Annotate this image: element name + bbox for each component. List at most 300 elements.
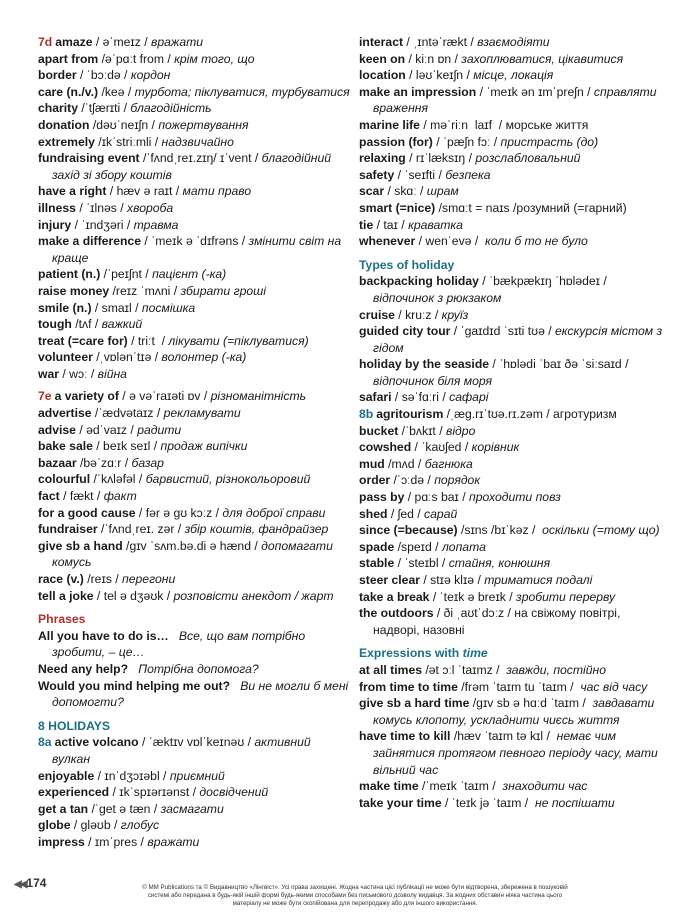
translation: надзвичайно <box>161 134 234 149</box>
headword: colourful <box>38 472 91 487</box>
translation: морське життя <box>505 117 589 132</box>
headword: have time to kill <box>359 729 451 744</box>
vocab-entry <box>359 605 664 638</box>
translation: турбота; піклуватися, турбуватися <box>134 84 350 99</box>
translation: перегони <box>122 572 176 586</box>
translation: багнюка <box>424 456 473 471</box>
headword: tie <box>359 217 374 232</box>
vocab-entry <box>359 307 664 324</box>
translation: мати право <box>182 184 252 199</box>
translation: місце, локація <box>473 68 554 83</box>
transcription: /ˈpeɪʃnt / <box>100 267 153 282</box>
vocab-entry <box>38 438 350 455</box>
vocab-entry <box>38 784 350 801</box>
headword: advise <box>38 422 76 437</box>
headword: relaxing <box>359 151 406 166</box>
transcription: /ˈædvətaɪz / <box>91 406 164 421</box>
section-tag: 8b <box>359 407 374 422</box>
translation: не поспішати <box>534 795 615 810</box>
translation: барвистий, різнокольоровий <box>145 472 311 487</box>
translation: продаж випічки <box>160 439 248 454</box>
vocab-entry <box>359 423 664 440</box>
transcription: / gləʊb / <box>70 818 121 833</box>
vocab-entry <box>38 538 350 571</box>
transcription: / wenˈevə / <box>415 234 486 249</box>
translation: благодійність <box>130 101 212 116</box>
transcription: / kiːn ɒn / <box>405 51 462 66</box>
vocab-entry <box>38 488 350 505</box>
headword: bucket <box>359 423 399 438</box>
headword: whenever <box>359 234 416 249</box>
translation: проходити повз <box>469 490 561 505</box>
headword: take a break <box>359 589 430 604</box>
vocab-entry <box>359 555 664 572</box>
headword: active volcano <box>54 735 139 750</box>
vocab-entry <box>38 333 350 350</box>
transcription: / ʃed / <box>387 506 425 521</box>
headword: make a difference <box>38 234 141 249</box>
transcription: /əˈpɑːt from / <box>98 51 175 66</box>
transcription: / tel ə dʒəʊk / <box>93 588 174 603</box>
vocab-entry <box>359 589 664 606</box>
translation: коли б то не було <box>485 234 588 249</box>
vocab-entry <box>359 489 664 506</box>
translation: вражати <box>151 35 204 49</box>
headword: border <box>38 68 77 83</box>
headword: war <box>38 366 60 381</box>
transcription: /smɑːt = naɪs / <box>435 200 517 215</box>
vocab-entry <box>359 34 664 51</box>
headword: get a tan <box>38 801 89 816</box>
headword: pass by <box>359 490 405 505</box>
transcription: /ˌvɒlənˈtɪə / <box>92 350 162 365</box>
headword: from time to time <box>359 679 458 694</box>
headword: at all times <box>359 662 422 677</box>
transcription: / ədˈvaɪz / <box>75 422 138 437</box>
transcription: / skɑː / <box>384 184 427 199</box>
translation: завдавати комусь клопоту, ускладнити чиєсь життя <box>373 696 655 727</box>
section-heading-text: Expressions with <box>359 646 463 661</box>
translation: рекламувати <box>163 406 241 421</box>
vocab-entry <box>38 150 350 183</box>
transcription: / ˈmeɪk ə ˈdɪfrəns / <box>140 234 249 249</box>
headword: scar <box>359 184 385 199</box>
section-heading <box>359 645 664 662</box>
translation: для доброї справи <box>222 505 326 520</box>
translation: розслабловальний <box>475 151 581 166</box>
vocab-entry <box>38 661 350 678</box>
transcription: /ˈget ə tæn / <box>88 801 161 816</box>
vocab-entry <box>38 768 350 785</box>
section-heading <box>38 718 350 735</box>
transcription: /gɪv ˈsʌm.bə.di ə hænd / <box>122 538 262 553</box>
translation: зробити перерву <box>516 589 616 604</box>
transcription: /ˈfʌndˌreɪ. zər / <box>97 522 185 537</box>
transcription: / ləʊˈkeɪʃn / <box>405 68 474 83</box>
headword: interact <box>359 35 404 49</box>
translation: знаходити час <box>502 779 588 794</box>
headword: experienced <box>38 785 110 800</box>
headword: give sb a hand <box>38 538 123 553</box>
translation: пацієнт (-ка) <box>152 267 227 282</box>
transcription: / smaɪl / <box>91 300 142 315</box>
headword: race (v.) <box>38 572 84 586</box>
translation: розумний (=гарний) <box>516 200 627 215</box>
headword: apart from <box>38 51 99 66</box>
headword: tell a joke <box>38 588 94 603</box>
vocab-entry <box>38 366 350 383</box>
headword: for a good cause <box>38 505 136 520</box>
transcription: / ˈbɔːdə / <box>76 68 131 83</box>
transcription: / ˈsteɪbl / <box>394 556 449 571</box>
vocab-entry <box>38 84 350 101</box>
transcription: /ət ɔːl ˈtaɪmz / <box>422 662 507 677</box>
headword: enjoyable <box>38 768 95 783</box>
headword: holiday by the seaside <box>359 357 490 372</box>
translation: активний вулкан <box>52 735 311 766</box>
headword: illness <box>38 200 76 215</box>
translation: корівник <box>471 440 520 455</box>
section-heading-italic: time <box>462 646 488 661</box>
transcription: /ˌæg.rɪˈtʊə.rɪ.zəm / <box>443 407 554 422</box>
headword: mud <box>359 456 385 471</box>
vocab-entry <box>359 406 664 423</box>
vocab-entry <box>38 134 350 151</box>
vocab-entry <box>359 217 664 234</box>
headword: the outdoors <box>359 606 434 621</box>
transcription: /ɪkˈstriːmli / <box>94 134 162 149</box>
translation: волонтер (-ка) <box>161 350 247 365</box>
vocab-entry <box>359 662 664 679</box>
vocab-entry <box>38 283 350 300</box>
translation: благодійний захід зі збору коштів <box>52 151 332 182</box>
transcription: / ˈseɪfti / <box>394 167 446 182</box>
headword: since (=because) <box>359 523 458 538</box>
section-tag: 7e <box>38 389 52 404</box>
vocab-entry <box>38 571 350 588</box>
vocab-entry <box>38 217 350 234</box>
vocab-entry <box>38 100 350 117</box>
vocab-entry <box>38 67 350 84</box>
translation: приємний <box>169 768 225 783</box>
translation: триматися подалі <box>484 573 593 587</box>
translation: вражати <box>147 834 200 849</box>
headword: patient (n.) <box>38 267 101 282</box>
copyright-footer: © MM Publications та © Видавництво «Лінгвіст». Усі права захищені. Жодна частина цієї публікації не може бути відтворена, збережена в пошуковій системі або передана в будь-якій іншій формі будь-якими способами без письмового дозволу видавця. За жодних обставин ніяка частина цього матеріалу не може бути скопійована для перепродажу або для іншого використання. <box>142 884 568 907</box>
vocab-entry <box>359 183 664 200</box>
vocab-entry <box>38 233 350 266</box>
section-heading <box>38 611 350 628</box>
transcription <box>128 662 138 676</box>
page-number-text: 174 <box>26 876 47 890</box>
vocab-entry <box>38 801 350 818</box>
transcription: /ˈfʌndˌreɪ.zɪŋ/ ɪˈvent / <box>139 151 262 166</box>
headword: tough <box>38 317 72 332</box>
translation: лікувати (=піклуватися) <box>168 333 309 348</box>
vocab-entry <box>38 734 350 767</box>
headword: cowshed <box>359 440 412 455</box>
headword: take your time <box>359 795 442 810</box>
translation: взаємодіяти <box>477 35 550 49</box>
translation: допомагати комусь <box>52 538 333 570</box>
headword: fact <box>38 489 60 504</box>
headword: globe <box>38 818 71 833</box>
section-heading-text: Phrases <box>38 612 86 627</box>
vocab-entry <box>359 51 664 68</box>
headword: bake sale <box>38 439 93 454</box>
transcription: /frəm ˈtaɪm tu ˈtaɪm / <box>457 679 581 694</box>
translation: захоплюватися, цікавитися <box>461 51 624 66</box>
transcription: / əˈmeɪz / <box>92 35 152 49</box>
transcription: / kruːz / <box>394 307 442 322</box>
translation: справляти враження <box>373 84 657 116</box>
transcription: / ˈkaʊʃed / <box>411 440 472 455</box>
vocab-entry <box>38 455 350 472</box>
vocab-entry <box>38 117 350 134</box>
translation: збір коштів, фандрайзер <box>184 522 329 537</box>
vocab-entry <box>38 405 350 422</box>
headword: shed <box>359 506 388 521</box>
vocab-entry <box>38 266 350 283</box>
transcription: /reɪz ˈmʌni / <box>109 283 181 298</box>
transcription: / rɪˈlæksɪŋ / <box>405 151 476 166</box>
transcription: / ˈteɪk ə breɪk / <box>429 589 517 604</box>
vocab-entry <box>38 349 350 366</box>
translation: травма <box>133 217 179 232</box>
vocab-entry <box>38 505 350 522</box>
transcription: / fər ə gʊ kɔːz / <box>135 505 223 520</box>
transcription: /ˈbʌkɪt / <box>398 423 446 438</box>
translation: війна <box>97 366 127 381</box>
back-arrows-icon: ◀◀ <box>14 879 26 890</box>
vocab-entry <box>359 472 664 489</box>
vocab-entry <box>38 521 350 538</box>
headword: amaze <box>55 35 93 49</box>
headword: fundraising event <box>38 151 140 166</box>
headword: raise money <box>38 283 110 298</box>
headword: marine life <box>359 117 420 132</box>
headword: order <box>359 473 391 488</box>
headword: have a right <box>38 184 107 199</box>
vocab-entry <box>359 778 664 795</box>
section-tag: 7d <box>38 35 53 49</box>
headword: advertise <box>38 406 92 421</box>
vocab-entry <box>359 728 664 778</box>
translation: лопата <box>441 539 486 554</box>
vocab-entry <box>359 456 664 473</box>
vocab-entry <box>359 150 664 167</box>
translation: шрам <box>426 184 459 199</box>
headword: spade <box>359 539 395 554</box>
headword: donation <box>38 117 90 132</box>
vocab-entry <box>359 323 664 356</box>
transcription: / ə vəˈraɪəti ɒv / <box>118 389 211 404</box>
transcription: /hæv ˈtaɪm tə kɪl / <box>450 729 557 744</box>
translation: порядок <box>434 473 481 488</box>
headword: Would you mind helping me out? <box>38 678 231 693</box>
transcription: /keə / <box>98 84 135 99</box>
translation: круїз <box>441 307 469 322</box>
translation: базар <box>131 455 164 470</box>
vocab-entry <box>359 84 664 117</box>
transcription: / ˈɪndʒəri / <box>71 217 134 232</box>
translation: збирати гроші <box>180 283 266 298</box>
translation: екскурсія містом з гідом <box>373 324 663 355</box>
left-column <box>38 34 350 851</box>
transcription: /mʌd / <box>384 456 425 471</box>
vocab-entry <box>38 817 350 834</box>
transcription: / məˈriːn laɪf / <box>419 117 506 132</box>
translation: на свіжому повітрі, надворі, назовні <box>373 606 621 637</box>
transcription: / taɪ / <box>373 217 409 232</box>
transcription: / fækt / <box>59 489 104 504</box>
vocab-entry <box>38 316 350 333</box>
headword: smart (=nice) <box>359 200 436 215</box>
section-heading-text: Types of holiday <box>359 257 455 272</box>
translation: Все, що вам потрібно зробити, – це… <box>52 628 306 660</box>
headword: guided city tour <box>359 324 451 339</box>
transcription: / ˈgaɪdɪd ˈsɪti tʊə / <box>450 324 556 339</box>
translation: агротуризм <box>553 407 617 422</box>
transcription: / ɪkˈspɪərɪənst / <box>109 785 200 800</box>
translation: сафарі <box>449 390 489 405</box>
transcription: / stɪə klɪə / <box>420 573 485 587</box>
vocab-entry <box>359 233 664 250</box>
transcription: / ˈɪlnəs / <box>75 200 128 215</box>
vocab-entry <box>38 300 350 317</box>
translation: краватка <box>408 217 463 232</box>
transcription: / wɔː / <box>59 366 98 381</box>
translation: змінити світ на краще <box>52 234 342 265</box>
transcription: / ði ˌaʊtˈdɔːz / <box>433 606 515 621</box>
transcription: /bəˈzɑːr / <box>76 455 132 470</box>
translation: радити <box>137 422 182 437</box>
vocab-entry <box>359 167 664 184</box>
headword: safety <box>359 167 395 182</box>
translation: завжди, постійно <box>506 662 607 677</box>
vocab-entry <box>359 134 664 151</box>
transcription: / ɪnˈdʒɔɪəbl / <box>94 768 170 783</box>
headword: treat (=care for) <box>38 333 128 348</box>
transcription: / pɑːs baɪ / <box>404 490 470 505</box>
translation: Ви не могли б мені допомогти? <box>52 678 349 710</box>
translation: факт <box>103 489 137 504</box>
headword: passion (for) <box>359 134 433 149</box>
vocab-entry <box>38 200 350 217</box>
translation: пристрасть (до) <box>500 134 599 149</box>
transcription: /ˈkʌləfəl / <box>90 472 146 487</box>
headword: charity <box>38 101 78 116</box>
translation: хвороба <box>127 200 174 215</box>
translation: глобус <box>120 818 160 833</box>
transcription: /tʌf / <box>71 317 102 332</box>
translation: безпека <box>445 167 491 182</box>
headword: stable <box>359 556 395 571</box>
vocab-entry <box>359 506 664 523</box>
headword: keen on <box>359 51 406 66</box>
headword: extremely <box>38 134 95 149</box>
vocab-entry <box>359 679 664 696</box>
page-number <box>14 876 46 890</box>
translation: посмішка <box>141 300 196 315</box>
headword: make time <box>359 779 419 794</box>
transcription: / ˌɪntəˈrækt / <box>403 35 478 49</box>
transcription: / ˈæktɪv vɒlˈkeɪnəʊ / <box>138 735 255 750</box>
section-tag: 8a <box>38 735 52 750</box>
headword: bazaar <box>38 455 77 470</box>
vocab-entry <box>38 628 350 661</box>
translation: розповісти анекдот / жарт <box>173 588 334 603</box>
transcription: /ˈtʃærɪti / <box>77 101 131 116</box>
headword: cruise <box>359 307 395 322</box>
translation: крім того, що <box>174 51 255 66</box>
headword: All you have to do is… <box>38 628 169 643</box>
headword: Need any help? <box>38 661 129 676</box>
vocab-entry <box>38 588 350 605</box>
vocab-entry <box>359 67 664 84</box>
vocab-entry <box>359 695 664 728</box>
headword: steer clear <box>359 573 420 587</box>
vocab-entry <box>359 522 664 539</box>
translation: досвідчений <box>199 785 269 800</box>
vocab-entry <box>359 356 664 389</box>
translation: відпочинок біля моря <box>373 373 493 388</box>
vocab-entry <box>38 388 350 405</box>
headword: fundraiser <box>38 522 98 537</box>
headword: impress <box>38 834 85 849</box>
headword: give sb a hard time <box>359 696 470 711</box>
vocab-entry <box>359 273 664 306</box>
transcription: / ˈmeɪk ən ɪmˈpreʃn / <box>476 84 594 99</box>
transcription: / ɪmˈpres / <box>84 834 148 849</box>
section-heading-text: 8 HOLIDAYS <box>38 718 111 733</box>
translation: час від часу <box>580 679 648 694</box>
vocab-entry <box>359 200 664 217</box>
transcription: / ˈpæʃn fɔː / <box>432 134 501 149</box>
headword: a variety of <box>54 389 119 404</box>
transcription: / hæv ə raɪt / <box>106 184 183 199</box>
translation: немає чим зайнятися протягом певного періоду часу, мати вільний час <box>373 729 658 777</box>
transcription: / triːt / <box>127 333 169 348</box>
vocab-entry <box>359 539 664 556</box>
translation: відро <box>445 423 476 438</box>
vocab-entry <box>359 389 664 406</box>
vocab-entry <box>38 183 350 200</box>
vocab-entry <box>359 795 664 812</box>
translation: засмагати <box>160 801 224 816</box>
transcription <box>169 629 179 643</box>
vocab-entry <box>38 834 350 851</box>
vocab-entry <box>38 34 350 51</box>
vocab-entry <box>38 471 350 488</box>
headword: backpacking holiday <box>359 274 479 289</box>
translation: важкий <box>101 317 143 332</box>
translation: оскільки (=тому що) <box>542 523 660 538</box>
translation: сарай <box>424 506 458 521</box>
vocab-entry <box>359 572 664 589</box>
translation: кордон <box>130 68 171 83</box>
headword: care (n./v.) <box>38 84 99 99</box>
headword: smile (n.) <box>38 300 92 315</box>
headword: safari <box>359 390 392 405</box>
transcription: /dəʊˈneɪʃn / <box>89 117 159 132</box>
transcription: / ˈbækpækɪŋ ˈhɒlədeɪ / <box>478 274 611 289</box>
vocab-entry <box>359 117 664 134</box>
vocab-entry <box>38 51 350 68</box>
right-column <box>359 34 664 811</box>
headword: location <box>359 68 406 83</box>
translation: пожертвування <box>158 117 249 132</box>
